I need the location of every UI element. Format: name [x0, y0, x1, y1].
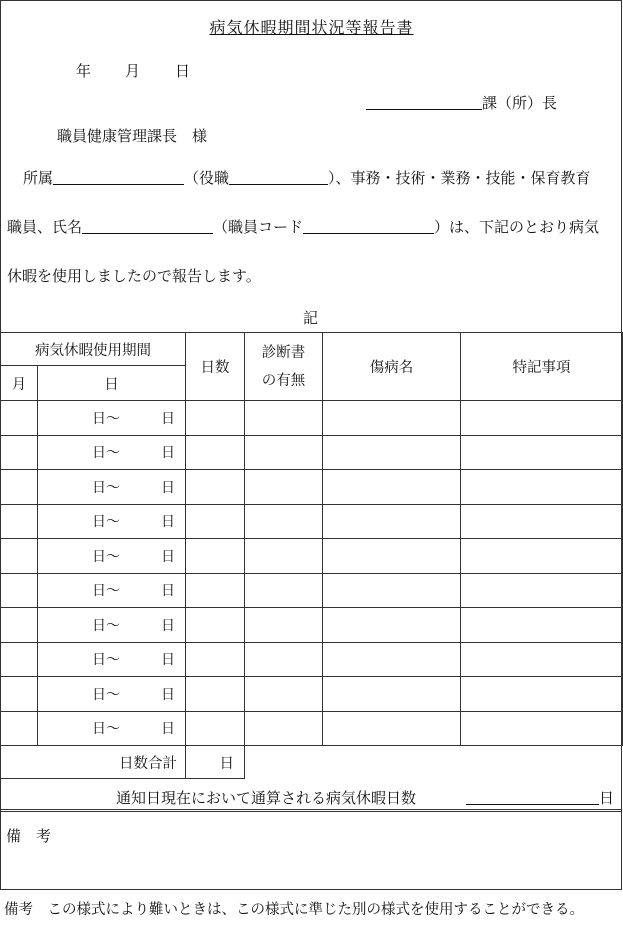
body-line-2 — [7, 216, 599, 237]
remarks-cell[interactable] — [461, 470, 623, 505]
disease-header: 傷病名 — [323, 333, 461, 401]
remarks-box[interactable] — [0, 815, 622, 890]
day-start: 日～ — [92, 548, 120, 565]
diagnosis-header — [245, 333, 323, 401]
month-cell[interactable] — [1, 470, 38, 505]
disease-cell[interactable] — [323, 642, 461, 677]
day-start: 日～ — [92, 514, 120, 531]
remarks-cell[interactable] — [461, 435, 623, 470]
day-start: 日～ — [92, 686, 120, 703]
footnote — [4, 896, 619, 924]
table-row — [1, 504, 623, 539]
diagnosis-cell[interactable] — [245, 470, 323, 505]
diagnosis-cell[interactable] — [245, 401, 323, 436]
remarks-box-label: 備 考 — [6, 827, 52, 845]
month-cell[interactable] — [1, 504, 38, 539]
day-end: 日 — [161, 445, 175, 462]
body-line-1 — [23, 167, 591, 188]
section-chief-line — [366, 92, 557, 113]
day-range-cell[interactable] — [38, 435, 186, 470]
day-range-cell[interactable] — [38, 573, 186, 608]
remarks-cell[interactable] — [461, 573, 623, 608]
month-cell[interactable] — [1, 608, 38, 643]
days-header: 日数 — [186, 333, 245, 401]
day-end: 日 — [161, 721, 175, 738]
diagnosis-cell[interactable] — [245, 677, 323, 712]
employee-code-field[interactable] — [303, 219, 434, 234]
body-line-3: 休暇を使用しましたので報告します。 — [7, 267, 261, 285]
diagnosis-header-2: の有無 — [261, 372, 306, 389]
days-cell[interactable] — [186, 401, 245, 436]
footnote-text: 備考 この様式により難いときは、この様式に準じた別の様式を使用することができる。 — [4, 902, 584, 918]
day-start: 日～ — [92, 617, 120, 634]
remarks-cell[interactable] — [461, 711, 623, 746]
addressee: 職員健康管理課長 様 — [57, 127, 208, 145]
day-end: 日 — [161, 583, 175, 600]
day-start: 日～ — [92, 479, 120, 496]
job-category-text: ）、事務・技術・業務・技能・保育教育 — [328, 169, 591, 187]
remarks-cell[interactable] — [461, 539, 623, 574]
days-cell[interactable] — [186, 608, 245, 643]
position-label: （役職 — [184, 169, 230, 187]
remarks-header: 特記事項 — [461, 333, 623, 401]
days-cell[interactable] — [186, 642, 245, 677]
period-header: 病気休暇使用期間 — [1, 333, 186, 366]
day-range-cell[interactable] — [38, 470, 186, 505]
remarks-cell[interactable] — [461, 677, 623, 712]
day-end: 日 — [161, 686, 175, 703]
day-end: 日 — [161, 514, 175, 531]
disease-cell[interactable] — [323, 504, 461, 539]
affiliation-field[interactable] — [53, 170, 184, 185]
month-cell[interactable] — [1, 573, 38, 608]
disease-cell[interactable] — [323, 539, 461, 574]
table-row — [1, 435, 623, 470]
disease-cell[interactable] — [323, 401, 461, 436]
disease-cell[interactable] — [323, 608, 461, 643]
day-end: 日 — [161, 479, 175, 496]
day-range-cell[interactable] — [38, 608, 186, 643]
day-range-cell[interactable] — [38, 642, 186, 677]
employee-code-label: （職員コード — [213, 218, 304, 236]
notice-label: 通知日現在において通算される病気休暇日数 — [116, 789, 417, 807]
date-day: 日 — [175, 62, 191, 80]
day-range-cell[interactable] — [38, 539, 186, 574]
section-chief-label: 課（所）長 — [482, 94, 558, 112]
name-field[interactable] — [82, 219, 213, 234]
table-row — [1, 608, 623, 643]
table-row — [1, 573, 623, 608]
body-line-2-tail: ）は、下記のとおり病気 — [434, 218, 600, 236]
diagnosis-cell[interactable] — [245, 504, 323, 539]
table-row — [1, 401, 623, 436]
month-cell[interactable] — [1, 642, 38, 677]
total-label: 日数合計 — [1, 746, 186, 779]
diagnosis-cell[interactable] — [245, 642, 323, 677]
table-row — [1, 470, 623, 505]
diagnosis-cell[interactable] — [245, 608, 323, 643]
total-row — [1, 746, 623, 779]
diagnosis-header-1: 診断書 — [261, 344, 306, 361]
day-range-cell[interactable] — [38, 401, 186, 436]
month-cell[interactable] — [1, 401, 38, 436]
month-cell[interactable] — [1, 435, 38, 470]
day-end: 日 — [161, 410, 175, 427]
diagnosis-cell[interactable] — [245, 435, 323, 470]
day-start: 日～ — [92, 721, 120, 738]
table-row — [1, 677, 623, 712]
disease-cell[interactable] — [323, 677, 461, 712]
table-row — [1, 711, 623, 746]
date-year: 年 — [76, 62, 92, 80]
days-cell[interactable] — [186, 573, 245, 608]
disease-cell[interactable] — [323, 573, 461, 608]
month-cell[interactable] — [1, 677, 38, 712]
notice-field-wrap — [466, 787, 614, 808]
remarks-cell[interactable] — [461, 504, 623, 539]
form-title: 病気休暇期間状況等報告書 — [209, 18, 414, 37]
disease-cell[interactable] — [323, 435, 461, 470]
diagnosis-cell[interactable] — [245, 573, 323, 608]
notice-unit: 日 — [599, 789, 615, 807]
affiliation-label: 所属 — [23, 169, 54, 187]
leave-period-table — [0, 332, 623, 779]
day-range-cell[interactable] — [38, 504, 186, 539]
disease-cell[interactable] — [323, 711, 461, 746]
ki-label: 記 — [303, 309, 319, 327]
day-start: 日～ — [92, 445, 120, 462]
days-cell[interactable] — [186, 435, 245, 470]
day-header: 日 — [38, 366, 186, 401]
days-cell[interactable] — [186, 539, 245, 574]
name-label: 職員、氏名 — [7, 218, 83, 236]
day-range-cell[interactable] — [38, 677, 186, 712]
total-blank — [245, 746, 623, 779]
day-end: 日 — [161, 548, 175, 565]
section-chief-field[interactable] — [366, 95, 482, 110]
notice-row — [0, 779, 622, 812]
month-header: 月 — [1, 366, 38, 401]
disease-cell[interactable] — [323, 470, 461, 505]
position-field[interactable] — [229, 170, 328, 185]
notice-days-field[interactable] — [466, 790, 599, 805]
remarks-cell[interactable] — [461, 642, 623, 677]
remarks-cell[interactable] — [461, 401, 623, 436]
day-end: 日 — [161, 652, 175, 669]
table-row — [1, 642, 623, 677]
remarks-cell[interactable] — [461, 608, 623, 643]
total-unit[interactable]: 日 — [186, 746, 245, 779]
date-month: 月 — [125, 62, 141, 80]
day-start: 日～ — [92, 410, 120, 427]
diagnosis-cell[interactable] — [245, 539, 323, 574]
day-end: 日 — [161, 617, 175, 634]
days-cell[interactable] — [186, 711, 245, 746]
day-range-cell[interactable] — [38, 711, 186, 746]
diagnosis-cell[interactable] — [245, 711, 323, 746]
table-row — [1, 539, 623, 574]
days-cell[interactable] — [186, 470, 245, 505]
month-cell[interactable] — [1, 711, 38, 746]
days-cell[interactable] — [186, 504, 245, 539]
month-cell[interactable] — [1, 539, 38, 574]
day-start: 日～ — [92, 652, 120, 669]
day-start: 日～ — [92, 583, 120, 600]
days-cell[interactable] — [186, 677, 245, 712]
